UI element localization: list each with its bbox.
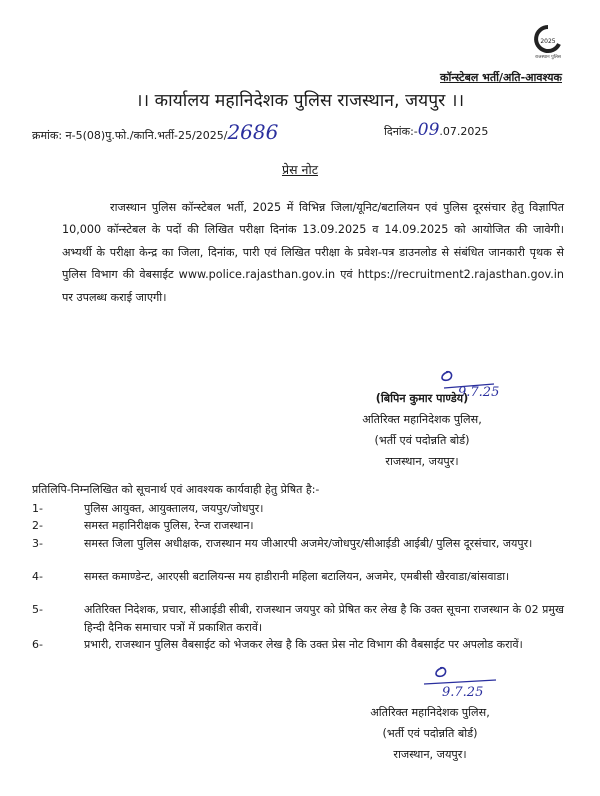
signature-1-date: 9.7.25 bbox=[458, 385, 500, 400]
handwritten-date-day: 09 bbox=[417, 120, 440, 140]
urgency-tag: कॉन्स्टेबल भर्ती/अति-आवश्यक bbox=[440, 71, 562, 84]
signature-block-1 bbox=[332, 388, 512, 472]
signature-2-date: 9.7.25 bbox=[442, 685, 484, 700]
signatory-board: (भर्ती एवं पदोन्नति बोर्ड) bbox=[374, 434, 470, 447]
logo-caption: राजस्थान पुलिस bbox=[535, 55, 561, 60]
office-heading: ।। कार्यालय महानिदेशक पुलिस राजस्थान, जयपुर ।। bbox=[135, 91, 465, 111]
letter-prefix: क्रमांक: न-5(08)पु.फो./कानि.भर्ती-25/2025/ bbox=[32, 129, 228, 142]
signature-block-2 bbox=[340, 702, 520, 765]
signatory-name: (बिपिन कुमार पाण्डेय) bbox=[375, 392, 469, 405]
signatory-place: राजस्थान, जयपुर। bbox=[393, 748, 467, 761]
body-paragraph: राजस्थान पुलिस कॉन्स्टेबल भर्ती, 2025 में विभिन्न जिला/यूनिट/बटालियन एवं पुलिस दूरसंचार हेतु विज्ञापित 10,000 कॉन्स्टेबल के पदों की लिखित परीक्षा दिनांक 13.09.2025 व 14.09.2025 को आयोजित की जावेगी। अभ्यर्थी के परीक्षा केन्द्र का जिला, दिनांक, पारी एवं लिखित परीक्षा के प्रवेश-पत्र डाउनलोड से संबंधित जानकारी पृथक से पुलिस विभाग की वेबसाईट www.police.rajasthan.gov.in एवं https://recruitment2.rajasthan.gov.in पर उपलब्ध कराई जाएगी। bbox=[62, 201, 564, 304]
signature-2 bbox=[414, 662, 504, 702]
press-note-title: प्रेस नोट bbox=[281, 162, 318, 177]
signatory-place: राजस्थान, जयपुर। bbox=[385, 455, 459, 468]
letter-number-line bbox=[32, 120, 278, 144]
date-line bbox=[384, 120, 488, 140]
handwritten-letter-number: 2686 bbox=[227, 120, 279, 144]
logo-year: 2025 bbox=[540, 38, 556, 45]
copy-intro: प्रतिलिपि-निम्नलिखित को सूचनार्थ एवं आवश्यक कार्यवाही हेतु प्रेषित है:- bbox=[32, 483, 320, 496]
copy-list: 1- पुलिस आयुक्त, आयुक्तालय, जयपुर/जोधपुर। 2- समस्त महानिरीक्षक पुलिस, रेन्ज राजस्थान। 3- समस्त जिला पुलिस अधीक्षक, राजस्थान मय जीआरपी अजमेर/जोधपुर/सीआईडी आईबी/ पुलिस दूरसंचार, जयपुर। 4- समस्त कमाण्डेन्ट, आरएसी बटालियन्स मय हाडीरानी महिला बटालियन, अजमेर, एमबीसी खैरवाडा/बांसवाडा। 5- अतिरिक्त निदेशक, प्रचार, सीआईडी सीबी, राजस्थान जयपुर को प्रेषित कर लेख है कि उक्त सूचना राजस्थान के 02 प्रमुख हिन्दी दैनिक समाचार पत्रों में प्रकाशित करावें। 6- प्रभारी, राजस्थान पुलिस वैबसाईट को भेजकर लेख है कि उक्त प्रेस नोट विभाग की वैबसाईट पर अपलोड करावें। bbox=[32, 502, 564, 651]
signatory-designation: अतिरिक्त महानिदेशक पुलिस, bbox=[362, 413, 482, 426]
signatory-designation: अतिरिक्त महानिदेशक पुलिस, bbox=[370, 706, 490, 719]
date-rest: .07.2025 bbox=[439, 125, 489, 138]
police-emblem-logo bbox=[532, 24, 564, 68]
date-prefix: दिनांक:- bbox=[384, 125, 418, 138]
signatory-board: (भर्ती एवं पदोन्नति बोर्ड) bbox=[382, 727, 478, 740]
